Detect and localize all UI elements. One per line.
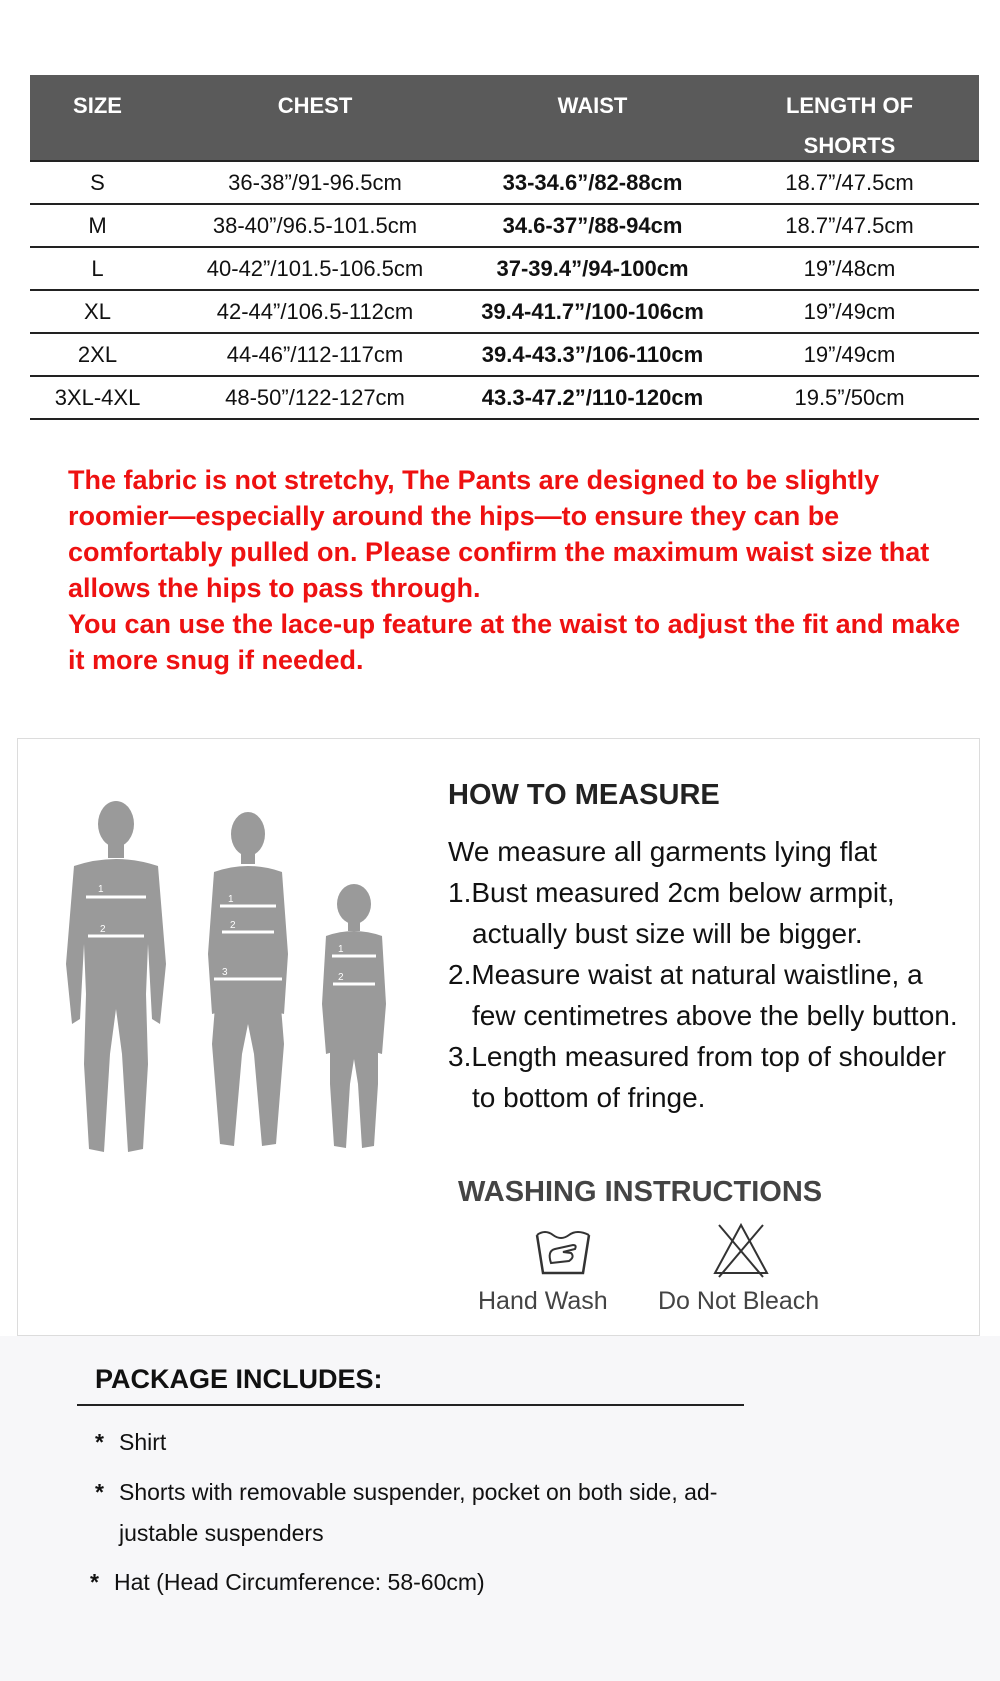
figure-mark: 1 xyxy=(228,894,234,905)
cell-chest: 40-42”/101.5-106.5cm xyxy=(165,247,465,290)
table-row xyxy=(30,376,979,419)
cell-chest: 48-50”/122-127cm xyxy=(165,376,465,419)
hand-wash-icon xyxy=(533,1227,593,1279)
cell-size: M xyxy=(30,204,165,247)
package-item-text: Shirt xyxy=(119,1429,167,1455)
cell-size: L xyxy=(30,247,165,290)
cell-length: 19”/49cm xyxy=(720,333,979,376)
cell-length: 19”/49cm xyxy=(720,290,979,333)
cell-length: 19”/48cm xyxy=(720,247,979,290)
cell-chest: 44-46”/112-117cm xyxy=(165,333,465,376)
header-chest: CHEST xyxy=(165,75,465,161)
list-item xyxy=(95,1472,717,1554)
cell-waist: 33-34.6”/82-88cm xyxy=(465,161,720,204)
measure-line: 3.Length measured from top of shoulder xyxy=(448,1041,947,1072)
list-item xyxy=(90,1562,485,1603)
measure-line: few centimetres above the belly button. xyxy=(472,1000,958,1031)
body-measurement-figures xyxy=(48,794,418,1194)
list-item xyxy=(95,1422,166,1463)
table-row xyxy=(30,204,979,247)
header-size: SIZE xyxy=(30,75,165,161)
fit-notice-paragraph-1: The fabric is not stretchy, The Pants are designed to be slightly roomier—especially around the hips—to ensure they can be comfortably pulled on. Please confirm the maximum waist size that allows the hips to pass through. xyxy=(68,465,930,603)
figure-mark: 2 xyxy=(100,924,106,935)
cell-chest: 36-38”/91-96.5cm xyxy=(165,161,465,204)
package-divider xyxy=(77,1404,744,1406)
how-to-measure-title: HOW TO MEASURE xyxy=(448,779,720,811)
measure-panel xyxy=(17,738,980,1336)
header-waist: WAIST xyxy=(465,75,720,161)
measure-line: We measure all garments lying flat xyxy=(448,836,877,867)
figure-mark: 2 xyxy=(338,972,344,983)
table-row xyxy=(30,290,979,333)
package-item-text: Hat (Head Circumference: 58-60cm) xyxy=(114,1569,485,1595)
figure-child xyxy=(322,884,386,1148)
cell-waist: 37-39.4”/94-100cm xyxy=(465,247,720,290)
measure-line: 1.Bust measured 2cm below armpit, xyxy=(448,877,895,908)
bullet: * xyxy=(95,1479,104,1505)
header-length xyxy=(720,75,979,161)
cell-length: 18.7”/47.5cm xyxy=(720,204,979,247)
figure-mark: 3 xyxy=(222,967,228,978)
figure-mark: 2 xyxy=(230,920,236,931)
measure-line: 2.Measure waist at natural waistline, a xyxy=(448,959,923,990)
cell-waist: 39.4-41.7”/100-106cm xyxy=(465,290,720,333)
washing-instructions-title: WASHING INSTRUCTIONS xyxy=(458,1176,823,1208)
header-length-line2: SHORTS xyxy=(803,133,896,158)
cell-chest: 38-40”/96.5-101.5cm xyxy=(165,204,465,247)
figure-man xyxy=(66,801,166,1152)
cell-size: XL xyxy=(30,290,165,333)
cell-length: 18.7”/47.5cm xyxy=(720,161,979,204)
cell-waist: 43.3-47.2”/110-120cm xyxy=(465,376,720,419)
how-to-measure-instructions xyxy=(448,831,978,1118)
fit-notice-paragraph-2: You can use the lace-up feature at the waist to adjust the fit and make it more snug if needed. xyxy=(68,609,961,675)
cell-size: 3XL-4XL xyxy=(30,376,165,419)
measure-line: to bottom of fringe. xyxy=(472,1082,706,1113)
table-row xyxy=(30,161,979,204)
table-row xyxy=(30,247,979,290)
header-length-line1: LENGTH OF xyxy=(785,93,914,118)
size-chart-table xyxy=(30,75,979,420)
cell-size: 2XL xyxy=(30,333,165,376)
do-not-bleach-icon xyxy=(711,1221,771,1279)
cell-chest: 42-44”/106.5-112cm xyxy=(165,290,465,333)
cell-length: 19.5”/50cm xyxy=(720,376,979,419)
cell-size: S xyxy=(30,161,165,204)
hand-wash-label: Hand Wash xyxy=(478,1287,608,1315)
package-title: PACKAGE INCLUDES: xyxy=(95,1364,383,1394)
bullet: * xyxy=(95,1429,104,1455)
figure-mark: 1 xyxy=(98,884,104,895)
fit-notice xyxy=(68,462,968,678)
do-not-bleach-label: Do Not Bleach xyxy=(658,1287,820,1315)
figure-mark: 1 xyxy=(338,944,344,955)
cell-waist: 39.4-43.3”/106-110cm xyxy=(465,333,720,376)
cell-waist: 34.6-37”/88-94cm xyxy=(465,204,720,247)
table-row xyxy=(30,333,979,376)
size-chart-header-row xyxy=(30,75,979,161)
package-item-text: Shorts with removable suspender, pocket on both side, ad- xyxy=(119,1479,718,1505)
package-item-text-continued: justable suspenders xyxy=(119,1520,324,1546)
bullet: * xyxy=(90,1569,99,1595)
measure-line: actually bust size will be bigger. xyxy=(472,918,863,949)
